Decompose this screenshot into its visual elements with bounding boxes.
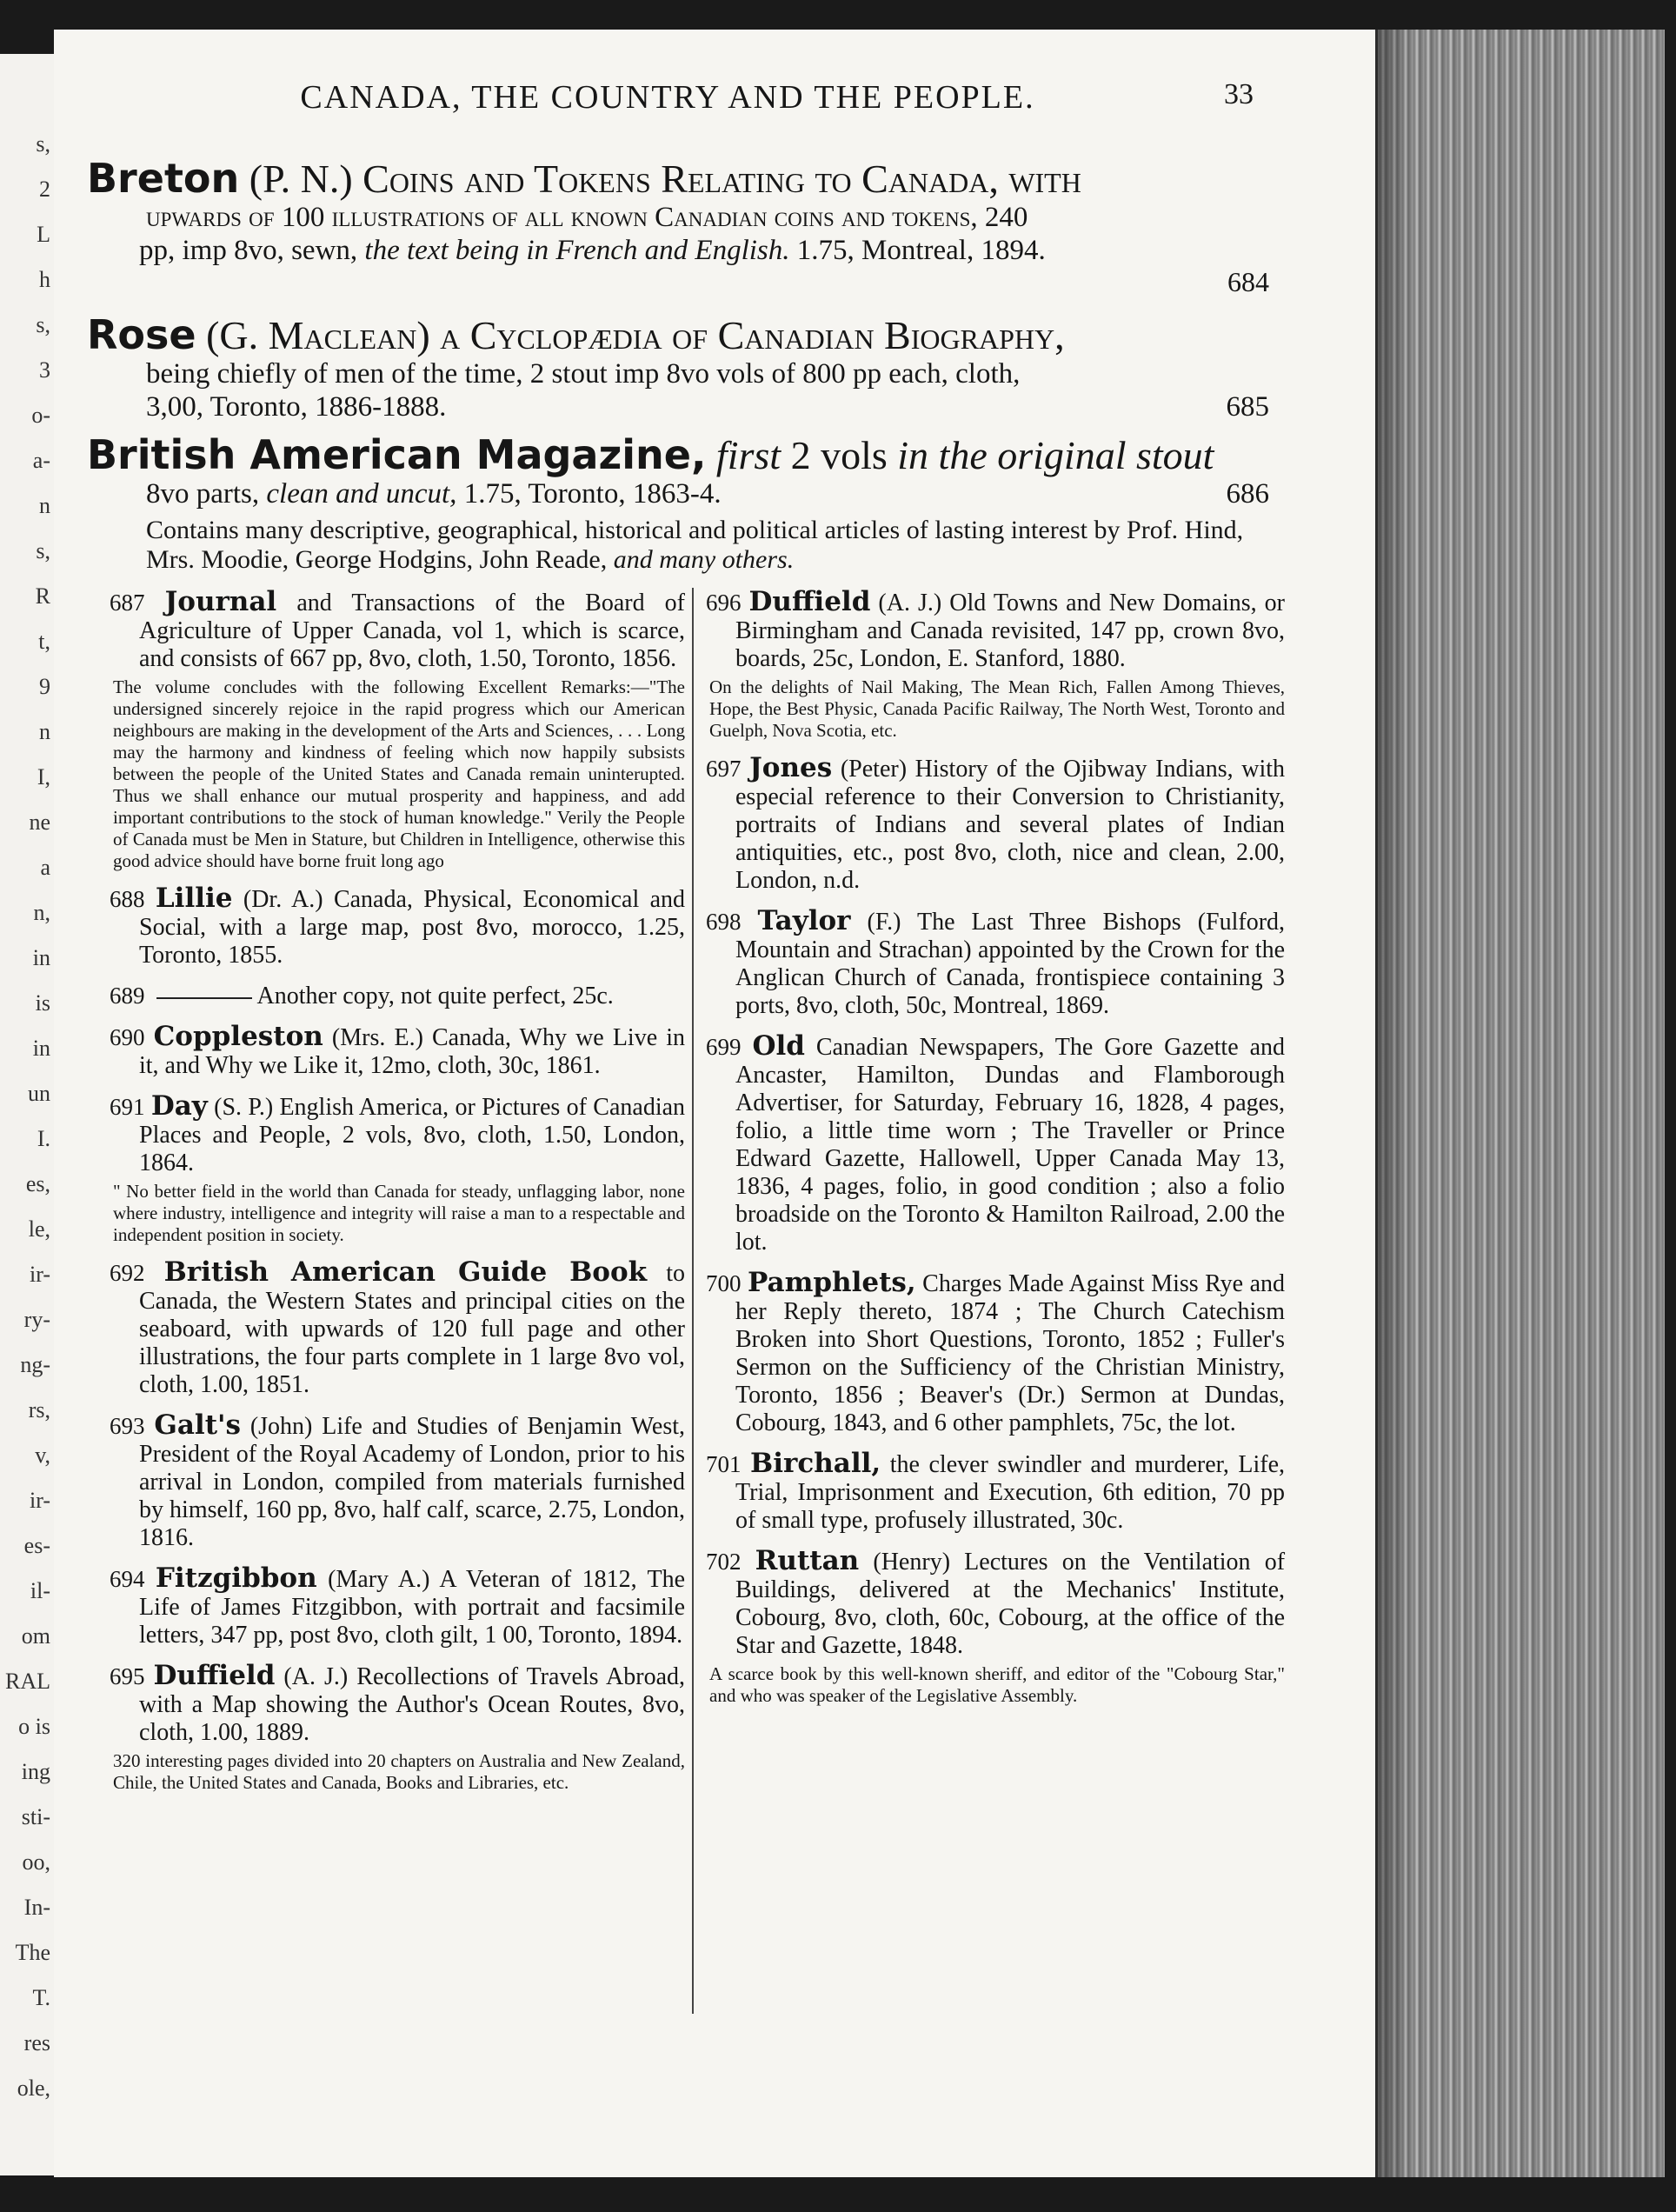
page-fragment: om bbox=[21, 1624, 50, 1649]
catalogue-item bbox=[110, 1258, 685, 1399]
page-fragment: n bbox=[39, 494, 50, 518]
catalogue-item bbox=[110, 588, 685, 872]
page-fragment: v, bbox=[35, 1443, 50, 1468]
item-number: 691 bbox=[110, 1094, 145, 1120]
entry-title: (P. N.) Coins and Tokens Relating to Canada, with bbox=[239, 157, 1081, 201]
entry-name: Breton bbox=[87, 155, 240, 202]
entry-number: 684 bbox=[1227, 266, 1269, 297]
entry-name: Rose bbox=[87, 311, 196, 358]
item-description: Another copy, not quite perfect, 25c. bbox=[256, 983, 614, 1009]
page-fragment: 9 bbox=[39, 675, 50, 699]
item-description: (S. P.) English America, or Pictures of Canadian Places and People, 2 vols, 8vo, cloth, 1.50, London, 1864. bbox=[139, 1094, 686, 1176]
item-author: Old bbox=[752, 1030, 805, 1062]
item-number: 689 bbox=[110, 983, 145, 1009]
running-head: CANADA, THE COUNTRY AND THE PEOPLE. bbox=[300, 79, 1035, 116]
catalogue-item bbox=[110, 1411, 685, 1552]
page-fragment: 2 bbox=[39, 177, 50, 202]
right-column bbox=[706, 588, 1285, 1719]
item-author: Pamphlets, bbox=[748, 1267, 916, 1298]
page-fragment: res bbox=[23, 2031, 50, 2055]
item-author: Coppleston bbox=[153, 1021, 323, 1052]
item-author: Journal bbox=[164, 586, 277, 617]
entry-title: (G. Maclean) a Cyclopædia of Canadian Biography, bbox=[196, 313, 1065, 357]
item-author: British American Guide Book bbox=[163, 1256, 648, 1288]
page-fragment: T. bbox=[32, 1986, 50, 2010]
item-number: 702 bbox=[706, 1549, 742, 1575]
page-fragment: I. bbox=[37, 1127, 50, 1151]
item-note: " No better field in the world than Canada for steady, unflagging labor, none where industry, intelligence and integrity will raise a man to a respectable and independent position in society. bbox=[113, 1181, 685, 1245]
item-author: Lillie bbox=[155, 883, 233, 914]
item-number: 690 bbox=[110, 1024, 145, 1050]
catalogue-item bbox=[110, 1092, 685, 1246]
catalogue-item bbox=[110, 1023, 685, 1080]
item-note: On the delights of Nail Making, The Mean Rich, Fallen Among Thieves, Hope, the Best Physic, Canada Pacific Railway, The North West, Toronto and Guelph, Nova Scotia, etc. bbox=[709, 676, 1285, 741]
page-fragment: o is bbox=[18, 1715, 50, 1739]
page-fragment: ir- bbox=[29, 1263, 50, 1287]
catalogue-item bbox=[110, 1564, 685, 1649]
entry-text: 8vo parts, bbox=[146, 478, 267, 510]
item-description: (Dr. A.) Canada, Physical, Economical and Social, with a large map, post 8vo, morocco, 1.25, Toronto, 1855. bbox=[139, 886, 686, 969]
page-fragment: ing bbox=[21, 1760, 50, 1784]
item-author: Taylor bbox=[757, 905, 851, 936]
item-note: The volume concludes with the following Excellent Remarks:—"The undersigned sincerely rejoice in the rapid progress which our American neighbours are making in the development of the Arts and Sciences, . . . Long may the harmony and kindness of feeling which now happily subsists between the people of the United States and Canada remain uninterupted. Thus we shall enhance our mutual prosperity and happiness, and add important contributions to the stock of human knowledge." Verily the People of Canada must be Men in Stature, but Children in Intelligence, otherwise this good advice should have borne fruit long ago bbox=[113, 676, 685, 871]
catalogue-item bbox=[706, 907, 1285, 1020]
page-fragment: a- bbox=[32, 449, 50, 473]
entry-text-italic: the text being in French and English. bbox=[364, 235, 790, 266]
catalogue-item bbox=[706, 1547, 1285, 1707]
book-edge bbox=[1375, 30, 1665, 2177]
item-note: 320 interesting pages divided into 20 chapters on Australia and New Zealand, Chile, the United States and Canada, Books and Libraries, etc. bbox=[113, 1750, 685, 1793]
entry-text: 1.75, Montreal, 1894. bbox=[789, 235, 1046, 266]
page-fragment: s, bbox=[36, 132, 50, 157]
item-number: 698 bbox=[706, 909, 742, 935]
entry-685 bbox=[87, 313, 1269, 423]
entry-text: pp, imp 8vo, sewn, bbox=[139, 235, 365, 266]
page-fragment: s, bbox=[36, 539, 50, 563]
page-fragment: The bbox=[15, 1941, 50, 1965]
entry-text: being chiefly of men of the time, 2 stout imp 8vo vols of 800 pp each, cloth, bbox=[146, 358, 1021, 390]
page-fragment: 3 bbox=[39, 358, 50, 383]
page-fragment: R bbox=[35, 584, 50, 609]
page-fragment: RAL bbox=[5, 1669, 50, 1694]
item-number: 688 bbox=[110, 886, 145, 912]
page-fragment: h bbox=[39, 268, 50, 292]
page-fragment: ir- bbox=[29, 1489, 50, 1513]
catalogue-item bbox=[110, 982, 685, 1010]
entry-text: 3,00, Toronto, 1886-1888. bbox=[146, 391, 447, 423]
item-description: to Canada, the Western States and principal cities on the seaboard, with upwards of 120 full page and other illustrations, the four parts complete in 1 large 8vo vol, cloth, 1.00, 1851. bbox=[139, 1260, 686, 1398]
page-fragment: I, bbox=[37, 765, 50, 790]
entry-note: Contains many descriptive, geographical, historical and political articles of lasting interest by Prof. Hind, Mrs. Moodie, George Hodgins, John Reade, bbox=[146, 516, 1244, 574]
page-fragment: n bbox=[39, 720, 50, 744]
item-author: Birchall, bbox=[750, 1448, 881, 1479]
item-author: Fitzgibbon bbox=[155, 1562, 317, 1594]
item-description: (F.) The Last Three Bishops (Fulford, Mountain and Strachan) appointed by the Crown for the Anglican Church of Canada, frontispiece containing 3 ports, 8vo, cloth, 50c, Montreal, 1869. bbox=[735, 909, 1286, 1019]
catalogue-item bbox=[706, 754, 1285, 895]
catalogue-item bbox=[110, 884, 685, 969]
item-note: A scarce book by this well-known sheriff, and editor of the "Cobourg Star," and who was speaker of the Legislative Assembly. bbox=[709, 1663, 1285, 1706]
page-fragment: ry- bbox=[23, 1308, 50, 1332]
item-number: 696 bbox=[706, 590, 742, 616]
page-fragment: le, bbox=[28, 1217, 50, 1242]
gutter-shadow bbox=[1375, 30, 1410, 2177]
item-number: 695 bbox=[110, 1663, 145, 1689]
item-description: (A. J.) Old Towns and New Domains, or Birmingham and Canada revisited, 147 pp, crown 8vo, boards, 25c, London, E. Stanford, 1880. bbox=[735, 590, 1285, 672]
item-number: 693 bbox=[110, 1413, 145, 1439]
page-fragment: ng- bbox=[20, 1353, 50, 1377]
adjacent-page-strip bbox=[0, 54, 57, 2175]
entry-684 bbox=[87, 157, 1269, 296]
page-fragment: ne bbox=[29, 810, 50, 835]
page-fragment: il- bbox=[30, 1579, 50, 1603]
page-number: 33 bbox=[1224, 78, 1254, 110]
ditto-rule bbox=[156, 997, 252, 999]
entry-text: 1.75, Toronto, 1863-4. bbox=[456, 478, 722, 510]
item-author: Galt's bbox=[154, 1409, 241, 1441]
page-fragment: in bbox=[32, 1036, 50, 1061]
left-column bbox=[110, 588, 685, 1806]
page-fragment: oo, bbox=[22, 1850, 50, 1875]
item-number: 694 bbox=[110, 1566, 145, 1592]
column-divider bbox=[692, 588, 694, 2014]
item-description: (Henry) Lectures on the Ventilation of Buildings, delivered at the Mechanics' Institute, Cobourg, 8vo, cloth, 60c, Cobourg, at the office of the Star and Gazette, 1848. bbox=[735, 1549, 1286, 1659]
catalogue-item bbox=[706, 1032, 1285, 1256]
page-fragment: s, bbox=[36, 313, 50, 337]
item-number: 687 bbox=[110, 590, 145, 616]
item-author: Day bbox=[150, 1090, 208, 1122]
item-description: Canadian Newspapers, The Gore Gazette and Ancaster, Hamilton, Dundas and Flamborough Advertiser, for Saturday, February 16, 1828, 4 pages, folio, a little time worn ; The Traveller or Prince Edward Gazette, Hallowell, Upper Canada May 13, 1836, 4 pages, folio, in good condition ; also a folio broadside on the Toronto & Hamilton Railroad, 2.00 the lot. bbox=[735, 1034, 1286, 1256]
page-fragment: a bbox=[40, 856, 50, 880]
item-description: (Mrs. E.) Canada, Why we Live in it, and Why we Like it, 12mo, cloth, 30c, 1861. bbox=[139, 1024, 686, 1079]
item-description: (Peter) History of the Ojibway Indians, with especial reference to their Conversion to Christianity, portraits of Indians and several plates of Indian antiquities, etc., post 8vo, cloth, nice and clean, 2.00, London, n.d. bbox=[735, 756, 1285, 894]
entry-note-italic: and many others. bbox=[613, 545, 795, 574]
page-fragment: is bbox=[35, 991, 50, 1016]
page-fragment: L bbox=[37, 223, 50, 247]
entry-686 bbox=[87, 433, 1269, 575]
item-number: 699 bbox=[706, 1034, 742, 1060]
item-description: (A. J.) Recollections of Travels Abroad, with a Map showing the Author's Ocean Routes, 8vo, cloth, 1.00, 1889. bbox=[139, 1663, 686, 1746]
catalogue-item bbox=[706, 588, 1285, 742]
item-description: and Transactions of the Board of Agriculture of Upper Canada, vol 1, which is scarce, and consists of 667 pp, 8vo, cloth, 1.50, Toronto, 1856. bbox=[139, 590, 686, 672]
entry-number: 686 bbox=[1226, 478, 1269, 510]
item-author: Duffield bbox=[748, 586, 871, 617]
item-description: (John) Life and Studies of Benjamin West, President of the Royal Academy of London, prior to his arrival in London, compiled from materials furnished by himself, 160 pp, 8vo, half calf, scarce, 2.75, London, 1816. bbox=[139, 1413, 685, 1551]
page-fragment: in bbox=[32, 946, 50, 970]
entry-text: 2 vols bbox=[790, 433, 898, 477]
page-fragment: sti- bbox=[21, 1805, 50, 1829]
item-description: the clever swindler and murderer, Life, Trial, Imprisonment and Execution, 6th edition, 70 pp of small type, profusely illustrated, 30c. bbox=[735, 1451, 1286, 1534]
item-number: 700 bbox=[706, 1270, 742, 1296]
catalogue-item bbox=[706, 1269, 1285, 1437]
item-author: Duffield bbox=[153, 1660, 276, 1691]
page-fragment: In- bbox=[23, 1896, 50, 1920]
entry-text-italic: in the original stout bbox=[897, 433, 1214, 477]
page-fragment: rs, bbox=[28, 1398, 50, 1422]
entry-text: upwards of 100 illustrations of all known Canadian coins and tokens, 240 bbox=[146, 202, 1028, 233]
entry-name: British American Magazine, bbox=[87, 431, 707, 478]
entry-number: 685 bbox=[1226, 391, 1269, 423]
item-number: 701 bbox=[706, 1451, 742, 1477]
entry-text-italic: clean and uncut, bbox=[266, 478, 457, 510]
page-fragment: o- bbox=[31, 403, 50, 428]
catalogue-item bbox=[110, 1662, 685, 1794]
entry-text-italic: first bbox=[706, 433, 791, 477]
page-fragment: un bbox=[28, 1082, 50, 1106]
catalogue-item bbox=[706, 1449, 1285, 1535]
page-fragment: es, bbox=[25, 1172, 50, 1196]
page-fragment: es- bbox=[23, 1534, 50, 1558]
item-author: Jones bbox=[749, 752, 833, 783]
page-fragment: n, bbox=[33, 901, 50, 925]
page-fragment: ole, bbox=[17, 2076, 50, 2101]
item-description: Charges Made Against Miss Rye and her Reply thereto, 1874 ; The Church Catechism Broken into Short Questions, Toronto, 1852 ; Fuller's Sermon on the Sufficiency of the Christian Ministry, Toronto, 1856 ; Beaver's (Dr.) Sermon at Dundas, Cobourg, 1843, and 6 other pamphlets, 75c, the lot. bbox=[735, 1270, 1286, 1436]
item-number: 692 bbox=[110, 1260, 145, 1286]
item-number: 697 bbox=[706, 756, 742, 782]
page-fragment: t, bbox=[38, 630, 50, 654]
item-description: (Mary A.) A Veteran of 1812, The Life of James Fitzgibbon, with portrait and facsimile letters, 347 pp, post 8vo, cloth gilt, 1 00, Toronto, 1894. bbox=[139, 1566, 686, 1649]
item-author: Ruttan bbox=[755, 1545, 860, 1576]
